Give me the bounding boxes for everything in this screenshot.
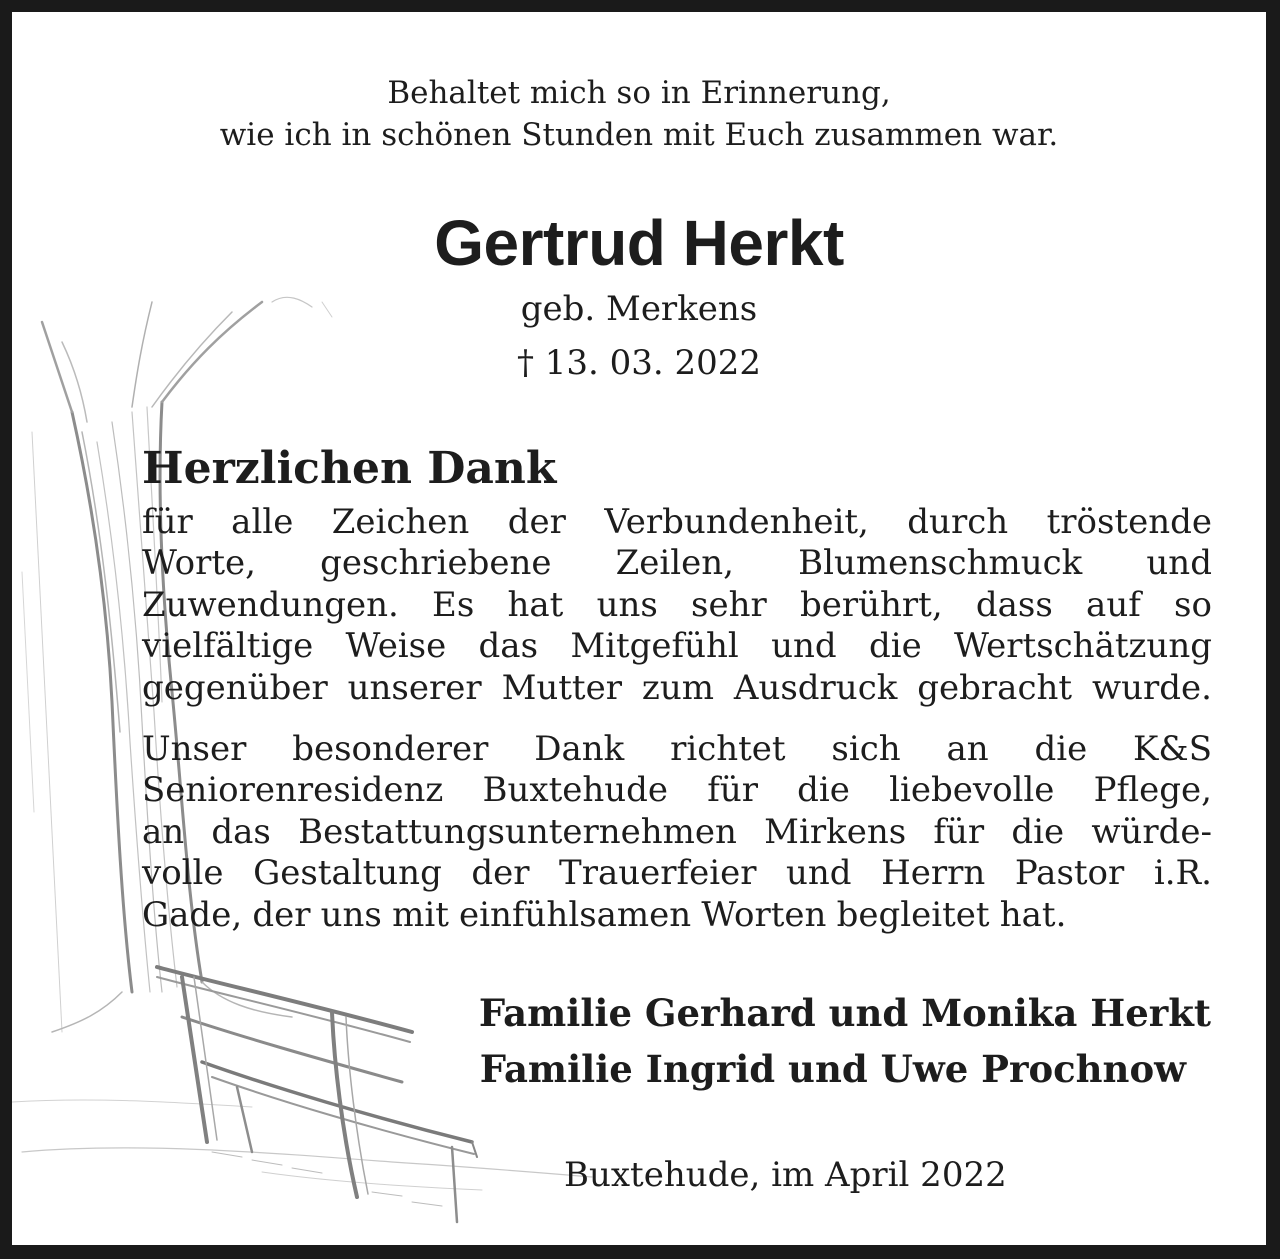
word: auf bbox=[1086, 584, 1141, 625]
word: liebevolle bbox=[889, 770, 1055, 811]
motto-line: wie ich in schönen Stunden mit Euch zusammen war. bbox=[219, 117, 1059, 153]
word: wurde. bbox=[1091, 667, 1212, 708]
word: Buxtehude bbox=[482, 770, 669, 811]
word: i.R. bbox=[1153, 853, 1212, 894]
word: uns bbox=[596, 584, 658, 625]
death-date: † 13. 03. 2022 bbox=[516, 343, 762, 383]
word: und bbox=[1146, 543, 1212, 584]
word: K&S bbox=[1133, 729, 1212, 769]
word: gebracht bbox=[917, 667, 1073, 708]
word: alle bbox=[231, 502, 294, 542]
word: Mirkens bbox=[764, 811, 907, 852]
word: Zuwendungen. bbox=[142, 584, 399, 625]
word: an bbox=[142, 811, 185, 852]
word: Trauerfeier bbox=[559, 853, 757, 894]
word: Unser bbox=[142, 729, 247, 769]
birth-name: geb. Merkens bbox=[520, 289, 758, 329]
word: hat bbox=[507, 584, 564, 625]
paragraph-line bbox=[142, 729, 1212, 770]
word: die bbox=[868, 626, 922, 667]
word: begleitet bbox=[836, 894, 990, 935]
paragraph-line bbox=[142, 812, 1212, 853]
word: Weise bbox=[345, 626, 447, 667]
family-signature: Familie Ingrid und Uwe Prochnow bbox=[479, 1047, 1186, 1091]
word: dass bbox=[975, 584, 1053, 625]
paragraph-line bbox=[142, 853, 1212, 894]
word: Blumenschmuck bbox=[798, 543, 1083, 584]
word: die bbox=[1034, 729, 1088, 769]
word: Es bbox=[432, 584, 475, 625]
paragraph-line bbox=[142, 895, 1212, 936]
word: Zeilen, bbox=[615, 543, 734, 584]
word: Zeichen bbox=[331, 502, 470, 542]
obituary-card bbox=[12, 12, 1266, 1245]
word: der bbox=[252, 894, 311, 935]
paragraph-line bbox=[142, 502, 1212, 543]
word: besonderer bbox=[292, 729, 489, 769]
word: für bbox=[142, 502, 193, 542]
motto-quote bbox=[12, 72, 1266, 156]
word: vielfältige bbox=[142, 626, 314, 667]
word: Gade, bbox=[142, 894, 243, 935]
word: der bbox=[471, 853, 530, 894]
word: der bbox=[507, 502, 566, 542]
word: und bbox=[786, 853, 852, 894]
place-date: Buxtehude, im April 2022 bbox=[564, 1155, 1007, 1195]
word: Worten bbox=[701, 894, 827, 935]
word: Seniorenresidenz bbox=[142, 770, 444, 811]
word: Bestattungsunternehmen bbox=[298, 811, 737, 852]
motto-line: Behaltet mich so in Erinnerung, bbox=[387, 75, 891, 111]
word: Verbundenheit, bbox=[604, 502, 869, 542]
word: an bbox=[946, 729, 989, 769]
paragraph-line bbox=[142, 668, 1212, 709]
word: Pflege, bbox=[1093, 770, 1212, 811]
word: berührt, bbox=[800, 584, 943, 625]
word: durch bbox=[907, 502, 1009, 542]
paragraph-line bbox=[142, 585, 1212, 626]
word: das bbox=[211, 811, 271, 852]
family-signature: Familie Gerhard und Monika Herkt bbox=[478, 991, 1211, 1035]
paragraph-line bbox=[142, 626, 1212, 667]
word: das bbox=[478, 626, 539, 667]
word: sich bbox=[831, 729, 901, 769]
word: Herrn bbox=[881, 853, 986, 894]
paragraph-line bbox=[142, 543, 1212, 584]
word: gegenüber bbox=[142, 667, 328, 708]
deceased-name: Gertrud Herkt bbox=[434, 207, 844, 279]
word: unserer bbox=[347, 667, 482, 708]
word: Mutter bbox=[501, 667, 622, 708]
special-thanks-paragraph bbox=[142, 729, 1212, 936]
word: Worte, bbox=[142, 543, 256, 584]
word: uns bbox=[320, 894, 382, 935]
word: tröstende bbox=[1046, 502, 1212, 542]
word: Gestaltung bbox=[253, 853, 442, 894]
word: einfühlsamen bbox=[459, 894, 692, 935]
word: für bbox=[707, 770, 758, 811]
word: die bbox=[1011, 811, 1065, 852]
word: richtet bbox=[670, 729, 786, 769]
word: Mitgefühl bbox=[570, 626, 739, 667]
thanks-heading: Herzlichen Dank bbox=[142, 443, 557, 494]
word: Dank bbox=[534, 729, 625, 769]
word: würde- bbox=[1091, 811, 1212, 852]
word: die bbox=[797, 770, 850, 811]
word: Wertschätzung bbox=[953, 626, 1212, 667]
word: Pastor bbox=[1014, 853, 1125, 894]
word: hat. bbox=[999, 894, 1067, 935]
word: sehr bbox=[691, 584, 767, 625]
word: für bbox=[933, 811, 985, 852]
word: geschriebene bbox=[320, 543, 552, 584]
word: und bbox=[771, 626, 837, 667]
paragraph-line bbox=[142, 770, 1212, 811]
word: volle bbox=[142, 853, 224, 894]
thanks-paragraph bbox=[142, 502, 1212, 709]
word: mit bbox=[392, 894, 449, 935]
word: zum bbox=[641, 667, 714, 708]
word: so bbox=[1174, 584, 1212, 625]
word: Ausdruck bbox=[733, 667, 898, 708]
